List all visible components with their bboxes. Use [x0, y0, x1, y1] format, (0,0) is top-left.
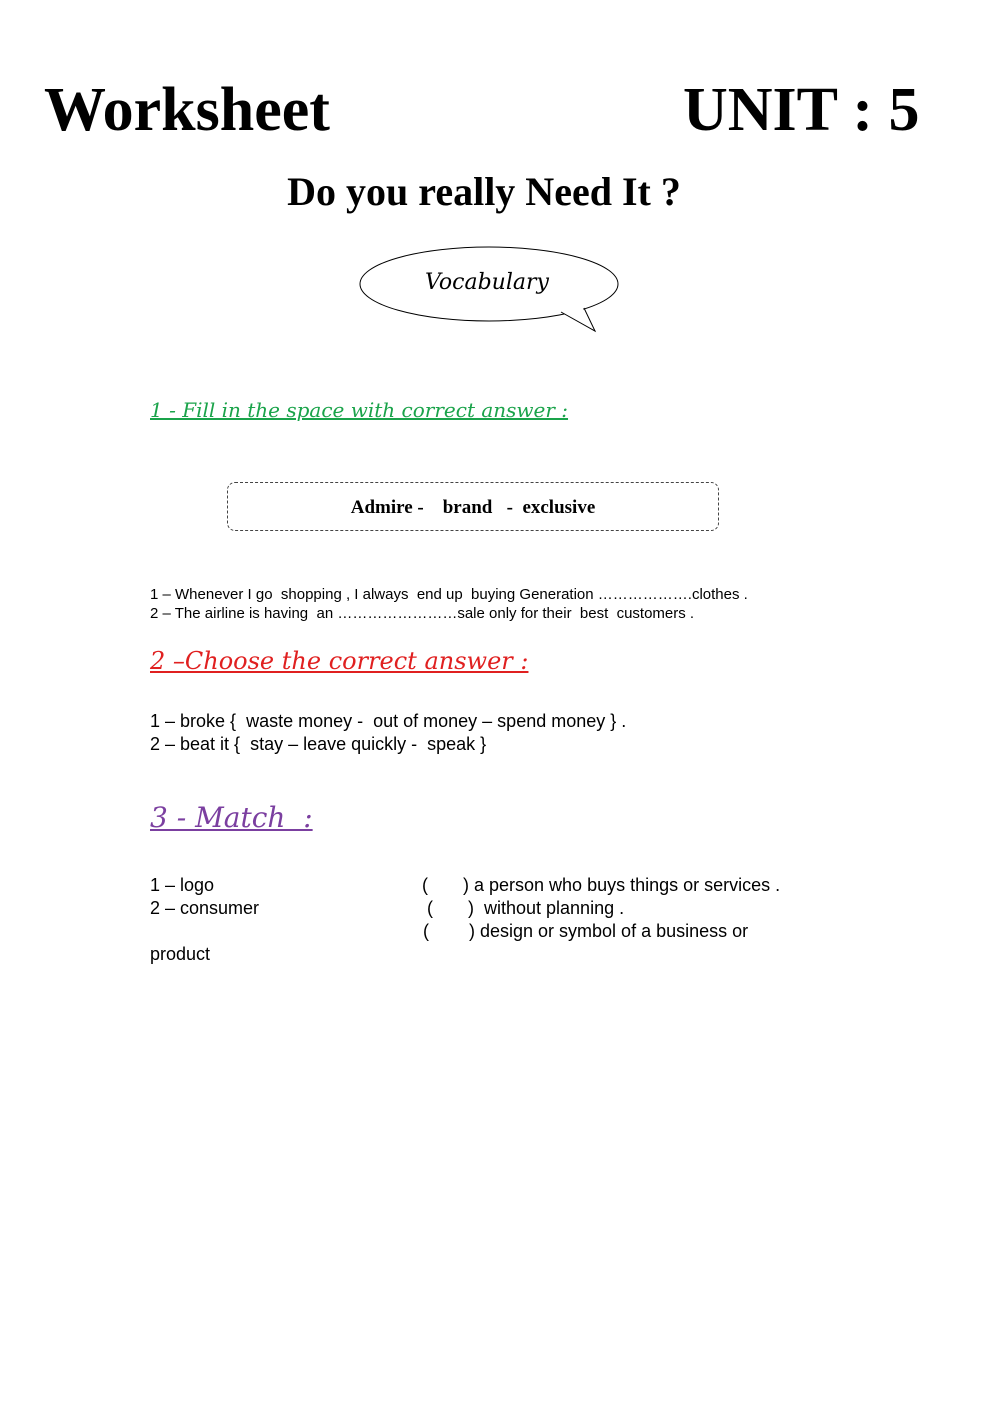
choose-item-2: 2 – beat it { stay – leave quickly - speak } — [150, 734, 487, 754]
section-1-heading: 1 - Fill in the space with correct answer : — [150, 398, 569, 422]
vocabulary-label: Vocabulary — [425, 270, 549, 295]
section-3-heading: 3 - Match : — [150, 801, 313, 834]
page-subtitle: Do you really Need It ? — [287, 169, 681, 214]
fill-in-sentence-1: 1 – Whenever I go shopping , I always end up buying Generation ……………….clothes . — [150, 586, 748, 603]
match-definition-3: ( ) design or symbol of a business or — [423, 921, 749, 941]
match-term-2: 2 – consumer — [150, 898, 260, 918]
match-term-1: 1 – logo — [150, 875, 215, 895]
choose-item-1: 1 – broke { waste money - out of money – spend money } . — [150, 711, 627, 731]
word-bank: Admire - brand - exclusive — [350, 497, 596, 518]
match-definition-3-wrap: product — [150, 944, 211, 964]
fill-in-sentence-2: 2 – The airline is having an ……………………sale only for their best customers . — [150, 605, 695, 622]
match-definition-2: ( ) without planning . — [427, 898, 625, 918]
worksheet-title: Worksheet — [44, 76, 330, 144]
unit-number: UNIT : 5 — [683, 76, 920, 144]
match-definition-1: ( ) a person who buys things or services . — [422, 875, 781, 895]
section-2-heading: 2 –Choose the correct answer : — [150, 647, 529, 675]
